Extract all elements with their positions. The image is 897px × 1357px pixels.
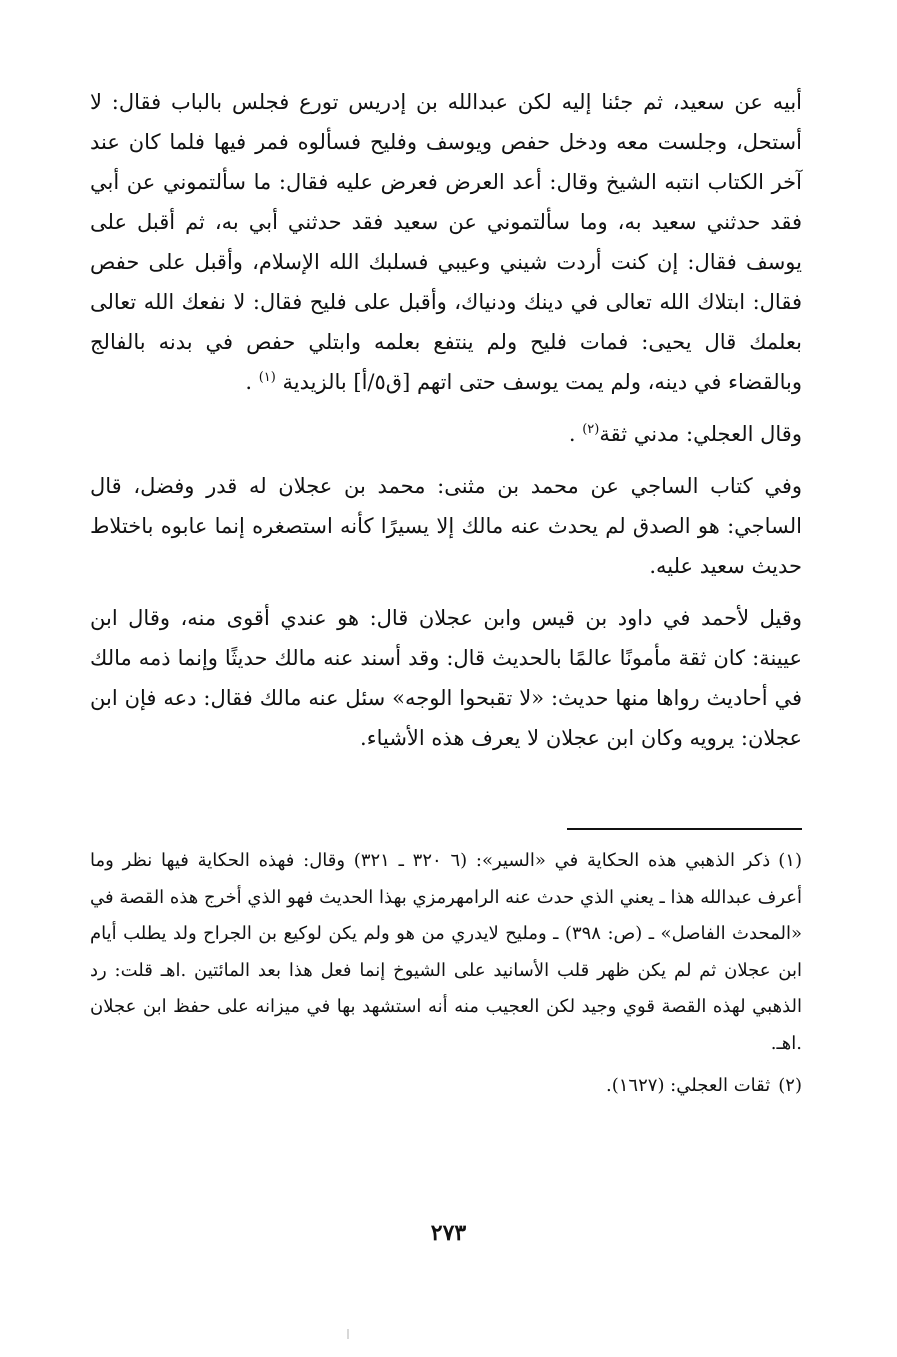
footnote-1-text: ذكر الذهبي هذه الحكاية في «السير»: (٦ ٣٢٠ ـ ٣٢١) وقال: فهذه الحكاية فيها نظر وما أعرف عبدالله هذا ـ يعني الذي حدث عنه الرامهرمزي بهذا الحديث فهو الذي أخرج هذه القصة في «المحدث الفاصل» ـ (ص: ٣٩٨) ـ ومليح لايدري من هو ولم يكن لوكيع بن الجراح ولد يطلب أيام ابن عجلان ثم لم يكن ظهر قلب الأسانيد على الشيوخ إنما فعل هذا بعد المائتين .اهـ قلت: رد الذهبي لهذه القصة قوي وجيد لكن العجيب منه أنه استشهد بها في ميزانه على حفظ ابن عجلان .اهـ. <box>90 850 802 1054</box>
scan-artifact <box>347 1329 349 1339</box>
paragraph-4 <box>90 598 802 758</box>
footnote-ref-1[interactable]: (١) <box>258 370 276 385</box>
paragraph-2-tail: . <box>568 422 583 446</box>
footnote-ref-2[interactable]: (٢) <box>582 422 600 437</box>
footnote-2 <box>90 1068 802 1105</box>
paragraph-1-text: أبيه عن سعيد، ثم جئنا إليه لكن عبدالله بن إدريس تورع فجلس بالباب فقال: لا أستحل، وجلست معه ودخل حفص ويوسف وفليح فسألوه فمر فيها فلما كان عند آخر الكتاب انتبه الشيخ وقال: أعد العرض فعرض عليه فقال: ما سألتموني عن أبي فقد حدثني سعيد به، وما سألتموني عن سعيد فقد حدثني أبي به، ثم أقبل على يوسف فقال: إن كنت أردت شيني وعيبي فسلبك الله الإسلام، وأقبل على حفص فقال: ابتلاك الله تعالى في دينك ودنياك، وأقبل على فليح فقال: لا نفعك الله تعالى بعلمك قال يحيى: فمات فليح ولم ينتفع بعلمه وابتلي حفص في بدنه بالفالج وبالقضاء في دينه، ولم يمت يوسف حتى اتهم [ق٥/أ] بالزيدية <box>90 90 802 394</box>
footnote-separator <box>567 828 802 830</box>
footnote-2-number: (٢) <box>778 1075 802 1096</box>
page-number: ٢٧٣ <box>430 1220 467 1246</box>
footnote-1-number: (١) <box>778 850 802 871</box>
footnotes <box>90 843 802 1105</box>
paragraph-3-text: وفي كتاب الساجي عن محمد بن مثنى: محمد بن عجلان له قدر وفضل، قال الساجي: هو الصدق لم يحدث عنه مالك إلا يسيرًا كأنه استصغره إنما عابوه باختلاط حديث سعيد عليه. <box>90 474 802 578</box>
paragraph-1-tail: . <box>245 370 259 394</box>
paragraph-2 <box>90 414 802 454</box>
footnote-2-text: ثقات العجلي: (١٦٢٧). <box>606 1075 771 1096</box>
footnote-1 <box>90 843 802 1062</box>
main-text <box>90 82 802 758</box>
paragraph-2-text: وقال العجلي: مدني ثقة <box>599 422 802 446</box>
paragraph-1 <box>90 82 802 402</box>
paragraph-4-text: وقيل لأحمد في داود بن قيس وابن عجلان قال: هو عندي أقوى منه، وقال ابن عيينة: كان ثقة مأمونًا عالمًا بالحديث قال: وقد أسند عنه مالك حديثًا وإنما ذمه مالك في أحاديث رواها منها حديث: «لا تقبحوا الوجه» سئل عنه مالك فقال: دعه فإن ابن عجلان: يرويه وكان ابن عجلان لا يعرف هذه الأشياء. <box>90 606 802 750</box>
paragraph-3 <box>90 466 802 586</box>
